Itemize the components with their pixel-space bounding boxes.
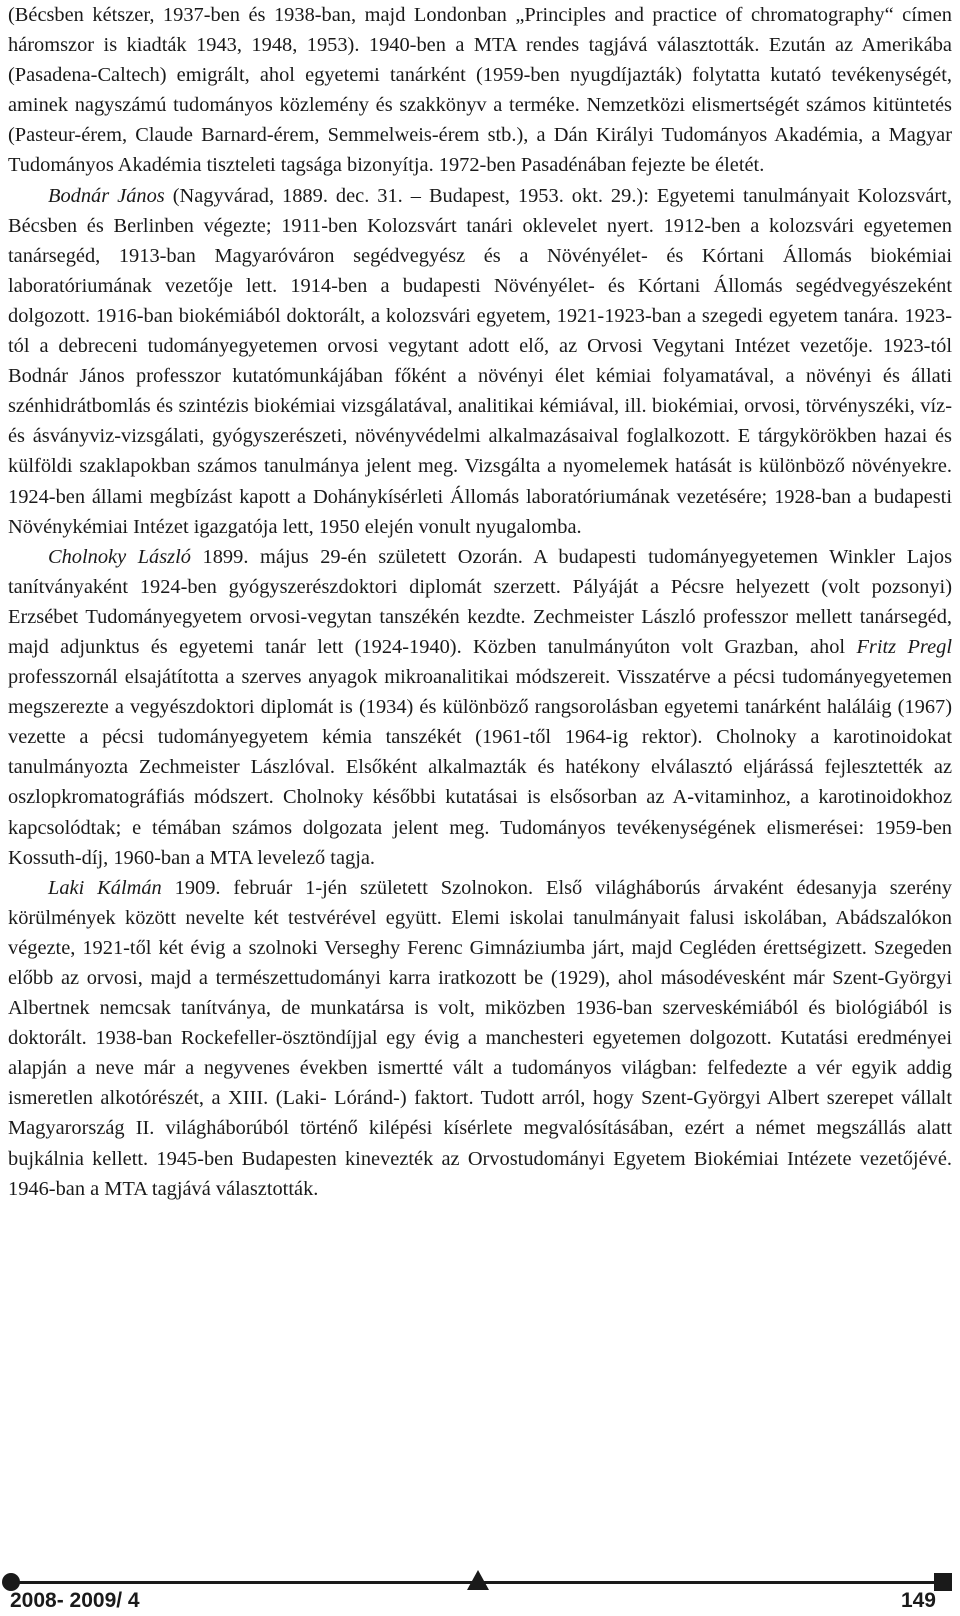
paragraph-text: 1899. május 29-én született Ozorán. A budapesti tudományegyetemen Winkler Lajos tanítványaként 1924-ben gyógyszerészdoktori diplomát szerzett. Pályáját a Pécsre helyezett (volt pozsonyi) Erzsébet Tudományegyetem orvosi-vegytan tanszékén kezdte. Zechmeister László professzor mellett tanársegéd, majd adjunktus és egyetemi tanár lett (1924-1940). Közben tanulmányúton volt Grazban, ahol <box>8 545 953 658</box>
paragraph-gabor-continuation <box>8 0 952 181</box>
person-name: Cholnoky László <box>48 545 191 568</box>
triangle-ornament-icon <box>467 1570 489 1590</box>
paragraph-text: (Bécsben kétszer, 1937-ben és 1938-ban, majd Londonban „Principles and practice of chromatography“ címen háromszor is kiadták 1943, 1948, 1953). 1940-ben a MTA rendes tagjává választották. Ezután az Amerikába (Pasadena-Caltech) emigrált, ahol egyetemi tanárként (1959-ben nyugdíjazták) folytatta kutató tevékenységét, aminek nagyszámú tudományos közlemény és szakkönyv a terméke. Nemzetközi elismertségét számos kitüntetés (Pasteur-érem, Claude Barnard-érem, Semmelweis-érem stb.), a Dán Királyi Tudományos Akadémia, a Magyar Tudományos Akadémia tiszteleti tagsága bizonyítja. 1972-ben Pasadénában fejezte be életét. <box>8 4 952 177</box>
paragraph-text: 1909. február 1-jén született Szolnokon. Első világháborús árvaként édesanyja szerény körülmények között nevelte két testvérével együtt. Elemi iskolai tanulmányait falusi iskolában, Abádszalókon végezte, 1921-től két évig a szolnoki Verseghy Ferenc Gimnáziumba járt, majd Cegléden érettségizett. Szegeden előbb az orvosi, majd a természettudományi karra iratkozott be (1929), ahol másodévesként már Szent-Györgyi Albertnek nemcsak tanítványa, de munkatársa is volt, miközben 1936-ban szerveskémiából és biológiából is doktorált. 1938-ban Rockefeller-ösztöndíjjal egy évig a manchesteri egyetemen dolgozott. Kutatási eredményei alapján a neve már a negyvenes években ismertté vált a tudományos világban: felfedezte a vér egyik addig ismeretlen alkotórészét, a XIII. (Laki- Lóránd-) faktort. Tudott arról, hogy Szent-Györgyi Albert szerepet vállalt Magyarország II. világháborúból történő kilépési kísérlete megvalósításában, ezért a német megszállás alatt bujkálnia kellett. 1945-ben Budapesten kinevezték az Orvostudományi Egyetem Biokémiai Intézete vezetőjévé. 1946-ban a MTA tagjává választották. <box>8 876 952 1200</box>
person-name-inline: Fritz Pregl <box>856 635 952 658</box>
article-body <box>8 0 952 1204</box>
paragraph-laki-kalman <box>8 873 952 1204</box>
square-ornament-icon <box>934 1573 952 1591</box>
issue-label: 2008- 2009/ 4 <box>10 1589 140 1612</box>
page-number: 149 <box>900 1589 936 1612</box>
paragraph-cholnoky-laszlo <box>8 542 952 873</box>
person-name: Laki Kálmán <box>48 876 162 899</box>
page-footer <box>0 1560 960 1616</box>
paragraph-bodnar-janos <box>8 181 952 542</box>
paragraph-text: (Nagyvárad, 1889. dec. 31. – Budapest, 1953. okt. 29.): Egyetemi tanulmányait Kolozsvárt, Bécsben és Berlinben végezte; 1911-ben Kolozsvárt tanári oklevelet nyert. 1912-ben a kolozsvári egyetemen tanársegéd, 1913-ban Magyaróváron segédvegyész és a Növényélet- és Kórtani Állomás biokémiai laboratóriumának vezetője lett. 1914-ben a budapesti Növényélet- és Kórtani Állomás segédvegyészeként dolgozott. 1916-ban biokémiából doktorált, a kolozsvári egyetem, 1921-1923-ban a szegedi egyetem tanára. 1923-tól a debreceni tudományegyetemen orvosi vegytant adott elő, az Orvosi Vegytani Intézet vezetője. 1923-tól Bodnár János professzor kutatómunkájában főként a növényi élet kémiai folyamatával, a növényi és állati szénhidrátbomlás és szintézis biokémiai vizsgálatával, analitikai kémiával, ill. biokémiai, orvosi, törvényszéki, víz- és ásványviz-vizsgálati, gyógyszerészeti, növényvédelmi alkalmazásaival foglalkozott. E tárgykörökben hazai és külföldi szaklapokban számos tanulmánya jelent meg. Vizsgálta a nyomelemek hatását is különböző növényekre. 1924-ben állami megbízást kapott a Dohánykísérleti Állomás laboratóriumának vezetésére; 1928-ban a budapesti Növénykémiai Intézet igazgatója lett, 1950 elején vonult nyugalomba. <box>8 184 952 538</box>
person-name: Bodnár János <box>48 184 165 207</box>
paragraph-text-continued: professzornál elsajátította a szerves anyagok mikroanalitikai módszereit. Visszatérve a pécsi tudományegyetemen megszerezte a vegyészdoktori diplomát is (1934) és különböző rangsorolásban egyetemi tanárként haláláig (1967) vezette a pécsi tudományegyetem kémia tanszékét (1961-től 1964-ig rektor). Cholnoky a karotinoidokat tanulmányozta Zechmeister Lászlóval. Elsőként alkalmazták és hatékony elválasztó eljárássá fejlesztették az oszlopkromatográfiás módszert. Cholnoky későbbi kutatásai is elsősorban az A-vitaminhoz, a karotinoidokhoz kapcsolódtak; e témában számos dolgozata jelent meg. Tudományos tevékenységének elismerései: 1959-ben Kossuth-díj, 1960-ban a MTA levelező tagja. <box>8 666 952 869</box>
